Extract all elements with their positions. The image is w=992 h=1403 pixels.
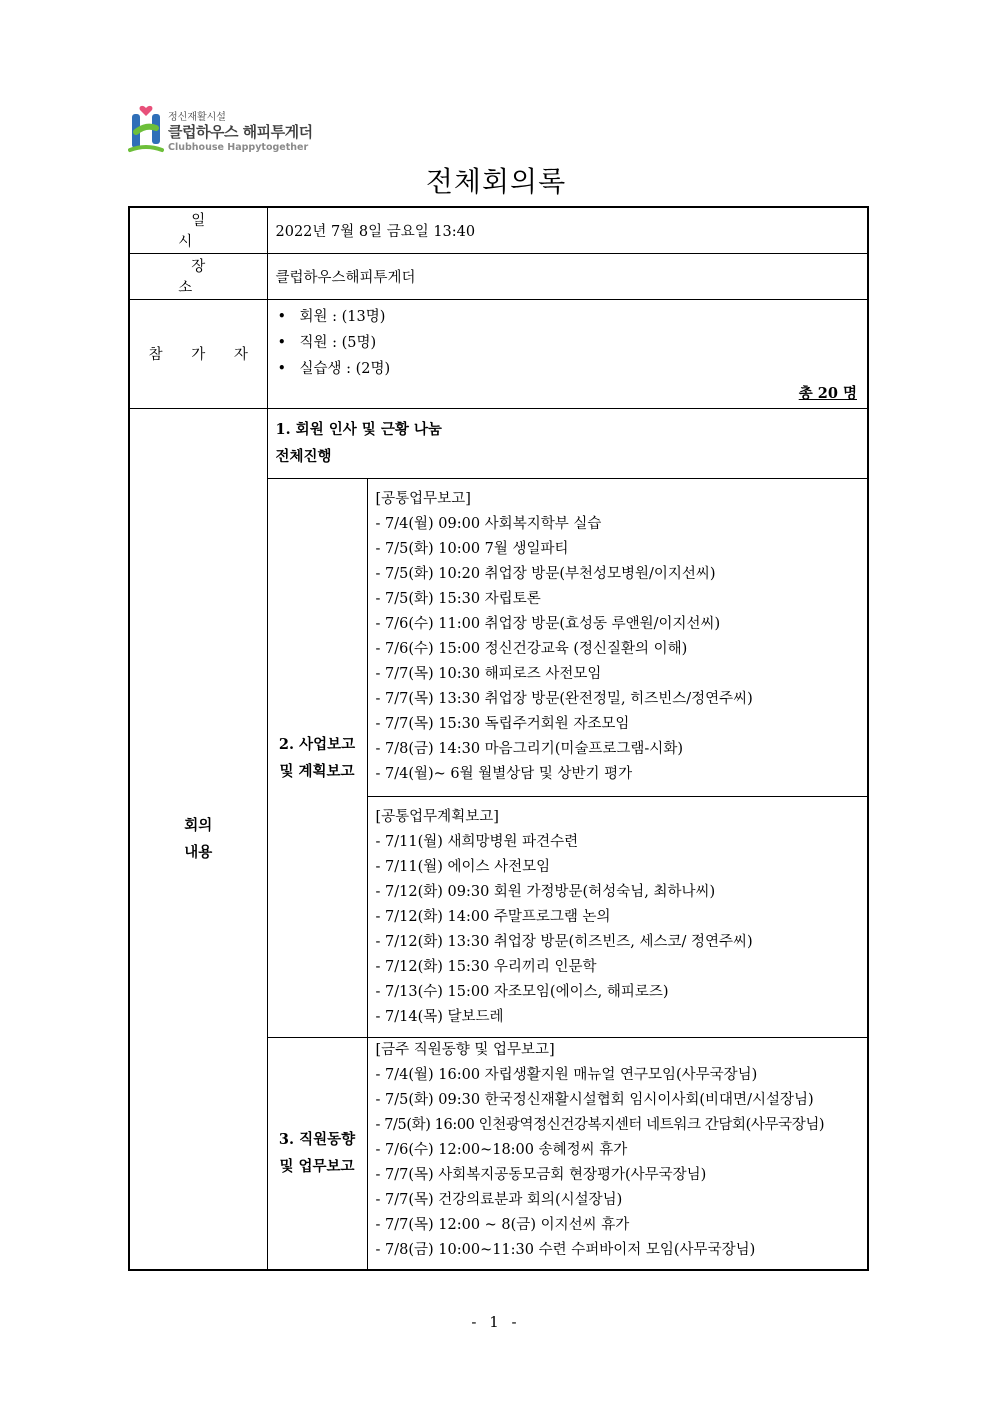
list-item: - 7/6(수) 11:00 취업장 방문(효성동 루앤원/이지선씨)	[376, 612, 868, 637]
datetime-value: 2022년 7월 8일 금요일 13:40	[267, 207, 868, 253]
page-number: - 1 -	[471, 1313, 521, 1331]
place-value: 클럽하우스해피투게더	[267, 253, 868, 299]
participant-item: • 실습생 : (2명)	[278, 356, 868, 382]
list-item: - 7/12(화) 13:30 취업장 방문(히즈빈즈, 세스코/ 정연주씨)	[376, 930, 868, 955]
section1-title: 1. 회원 인사 및 근황 나눔	[275, 421, 442, 438]
report-heading: [공통업무보고]	[375, 490, 471, 507]
list-item: - 7/13(수) 15:00 자조모임(에이스, 해피로즈)	[376, 980, 868, 1005]
plan-heading: [공통업무계획보고]	[375, 808, 499, 825]
list-item: - 7/14(목) 달보드레	[376, 1005, 868, 1030]
list-item: - 7/7(목) 15:30 독립주거회원 자조모임	[376, 712, 868, 737]
datetime-row	[129, 207, 868, 253]
logo-english-name: Clubhouse Happytogether	[168, 142, 309, 153]
list-item: - 7/7(목) 사회복지공동모금회 현장평가(사무국장님)	[376, 1163, 868, 1188]
section1-subtitle: 전체진행	[275, 448, 332, 465]
minutes-table	[128, 206, 869, 1271]
list-item: - 7/8(금) 10:00~11:30 수련 수퍼바이저 모임(사무국장님)	[376, 1238, 868, 1263]
logo-name: 클럽하우스 해피투게더	[168, 123, 313, 141]
staff-work-report	[367, 1037, 868, 1270]
list-item: - 7/12(화) 09:30 회원 가정방문(허성숙님, 최하나씨)	[376, 880, 868, 905]
participants-cell	[267, 299, 868, 408]
content-label: 회의 내용	[129, 408, 267, 1270]
common-work-plan	[367, 796, 868, 1037]
logo-subtitle: 정신재활시설	[168, 112, 226, 123]
list-item: - 7/6(수) 15:00 정신건강교육 (정신질환의 이해)	[376, 637, 868, 662]
list-item: - 7/12(화) 15:30 우리끼리 인문학	[376, 955, 868, 980]
logo-h-icon	[128, 104, 164, 154]
list-item: - 7/7(목) 건강의료분과 회의(시설장님)	[376, 1188, 868, 1213]
list-item: - 7/5(화) 15:30 자립토론	[376, 587, 868, 612]
list-item: - 7/4(월)~ 6월 월별상담 및 상반기 평가	[376, 762, 868, 787]
participant-item: • 직원 : (5명)	[278, 330, 868, 356]
common-work-report	[367, 478, 868, 796]
participant-item: • 회원 : (13명)	[278, 304, 868, 330]
participants-row	[129, 299, 868, 408]
list-item: - 7/5(화) 09:30 한국정신재활시설협회 임시이사회(비대면/시설장님)	[376, 1088, 868, 1113]
staff-heading: [금주 직원동향 및 업무보고]	[375, 1041, 555, 1058]
list-item: - 7/4(월) 16:00 자립생활지원 매뉴얼 연구모임(사무국장님)	[376, 1063, 868, 1088]
participants-total: 총 20 명	[798, 384, 857, 402]
place-label: 장 소	[129, 253, 267, 299]
list-item: - 7/6(수) 12:00~18:00 송혜정씨 휴가	[376, 1138, 868, 1163]
list-item: - 7/5(화) 10:00 7월 생일파티	[376, 537, 868, 562]
section1-cell	[267, 408, 868, 478]
clubhouse-logo	[128, 104, 328, 156]
section2-label: 2. 사업보고 및 계획보고	[267, 478, 367, 1037]
list-item: - 7/8(금) 14:30 마음그리기(미술프로그램-시화)	[376, 737, 868, 762]
list-item: - 7/11(월) 에이스 사전모임	[376, 855, 868, 880]
participants-label: 참 가 자	[129, 299, 267, 408]
section1-row	[129, 408, 868, 478]
list-item: - 7/5(화) 10:20 취업장 방문(부천성모병원/이지선씨)	[376, 562, 868, 587]
datetime-label: 일 시	[129, 207, 267, 253]
participants-list	[268, 300, 868, 382]
list-item: - 7/11(월) 새희망병원 파견수련	[376, 830, 868, 855]
list-item: - 7/7(목) 12:00 ~ 8(금) 이지선씨 휴가	[376, 1213, 868, 1238]
list-item: - 7/12(화) 14:00 주말프로그램 논의	[376, 905, 868, 930]
list-item: - 7/7(목) 13:30 취업장 방문(완전정밀, 히즈빈스/정연주씨)	[376, 687, 868, 712]
place-row	[129, 253, 868, 299]
list-item: - 7/4(월) 09:00 사회복지학부 실습	[376, 512, 868, 537]
document-title: 전체회의록	[425, 165, 567, 198]
section3-label: 3. 직원동향 및 업무보고	[267, 1037, 367, 1270]
list-item: - 7/5(화) 16:00 인천광역정신건강복지센터 네트워크 간담회(사무국장님)	[376, 1113, 868, 1138]
list-item: - 7/7(목) 10:30 해피로즈 사전모임	[376, 662, 868, 687]
